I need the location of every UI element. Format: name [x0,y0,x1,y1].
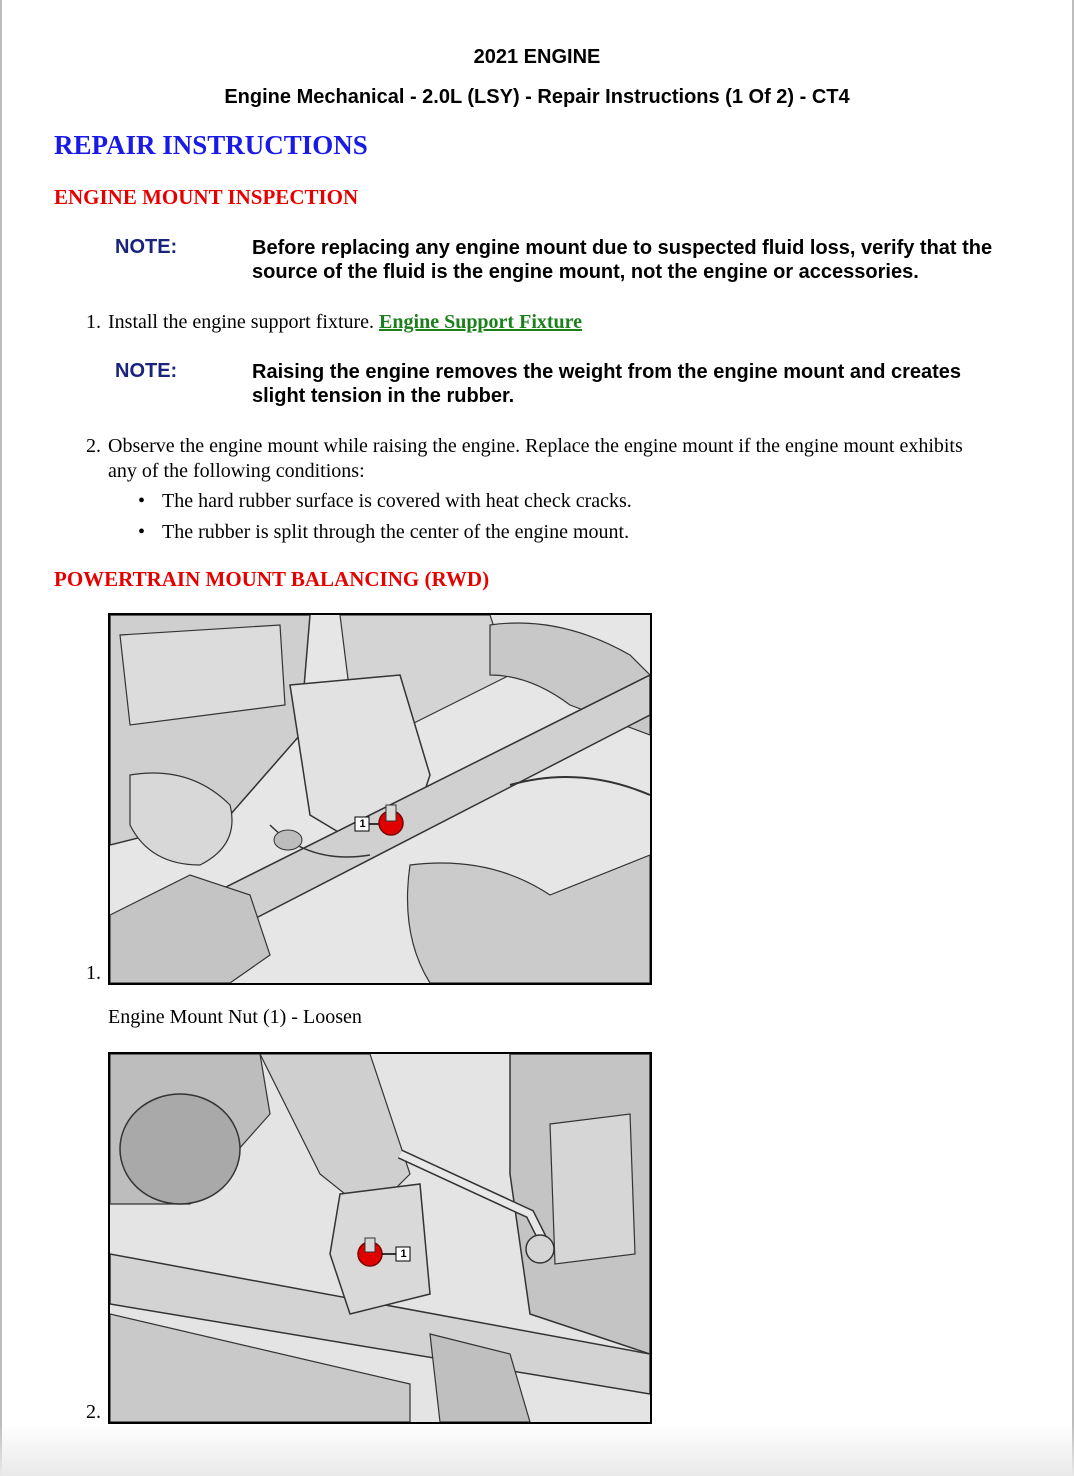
step-text: Observe the engine mount while raising the engine. Replace the engine mount if the engine mount exhibits any of the following conditions: [108,435,963,482]
engine-support-fixture-link[interactable]: Engine Support Fixture [379,311,583,333]
step-text [108,310,988,335]
page-bottom-shadow [0,1424,1074,1476]
note-text: Raising the engine removes the weight from the engine mount and creates slight tension in the rubber. [252,361,962,407]
figure-number: 1. [86,962,101,984]
document-subtitle: Engine Mechanical - 2.0L (LSY) - Repair Instructions (1 Of 2) - CT4 [224,86,850,108]
list-item-text: The rubber is split through the center of the engine mount. [162,521,630,543]
step-number: 2. [86,435,101,457]
section-title: REPAIR INSTRUCTIONS [54,130,368,160]
page-border-left [0,0,2,1476]
callout-number: 1 [359,818,366,830]
document-title: 2021 ENGINE [473,46,601,68]
heading-engine-mount-inspection: ENGINE MOUNT INSPECTION [54,185,359,209]
callout-number: 1 [400,1248,407,1260]
figure-number: 2. [86,1401,101,1423]
bullet-icon: • [138,490,146,512]
step-number: 1. [86,311,101,333]
figure-caption: Engine Mount Nut (1) - Loosen [108,1006,362,1028]
note-label: NOTE: [115,360,178,382]
engine-mount-illustration-1 [108,613,652,985]
heading-powertrain-mount-balancing: POWERTRAIN MOUNT BALANCING (RWD) [54,567,490,591]
engine-mount-illustration-2 [108,1052,652,1424]
list-item-text: The hard rubber surface is covered with heat check cracks. [162,490,632,512]
engine-bay-drawing [110,1054,650,1422]
engine-bay-drawing [110,615,650,983]
note-label: NOTE: [115,236,178,258]
note-text: Before replacing any engine mount due to suspected fluid loss, verify that the source of the fluid is the engine mount, not the engine or accessories. [252,237,993,283]
step-instruction: Install the engine support fixture. [108,311,375,333]
bullet-icon: • [138,521,146,543]
